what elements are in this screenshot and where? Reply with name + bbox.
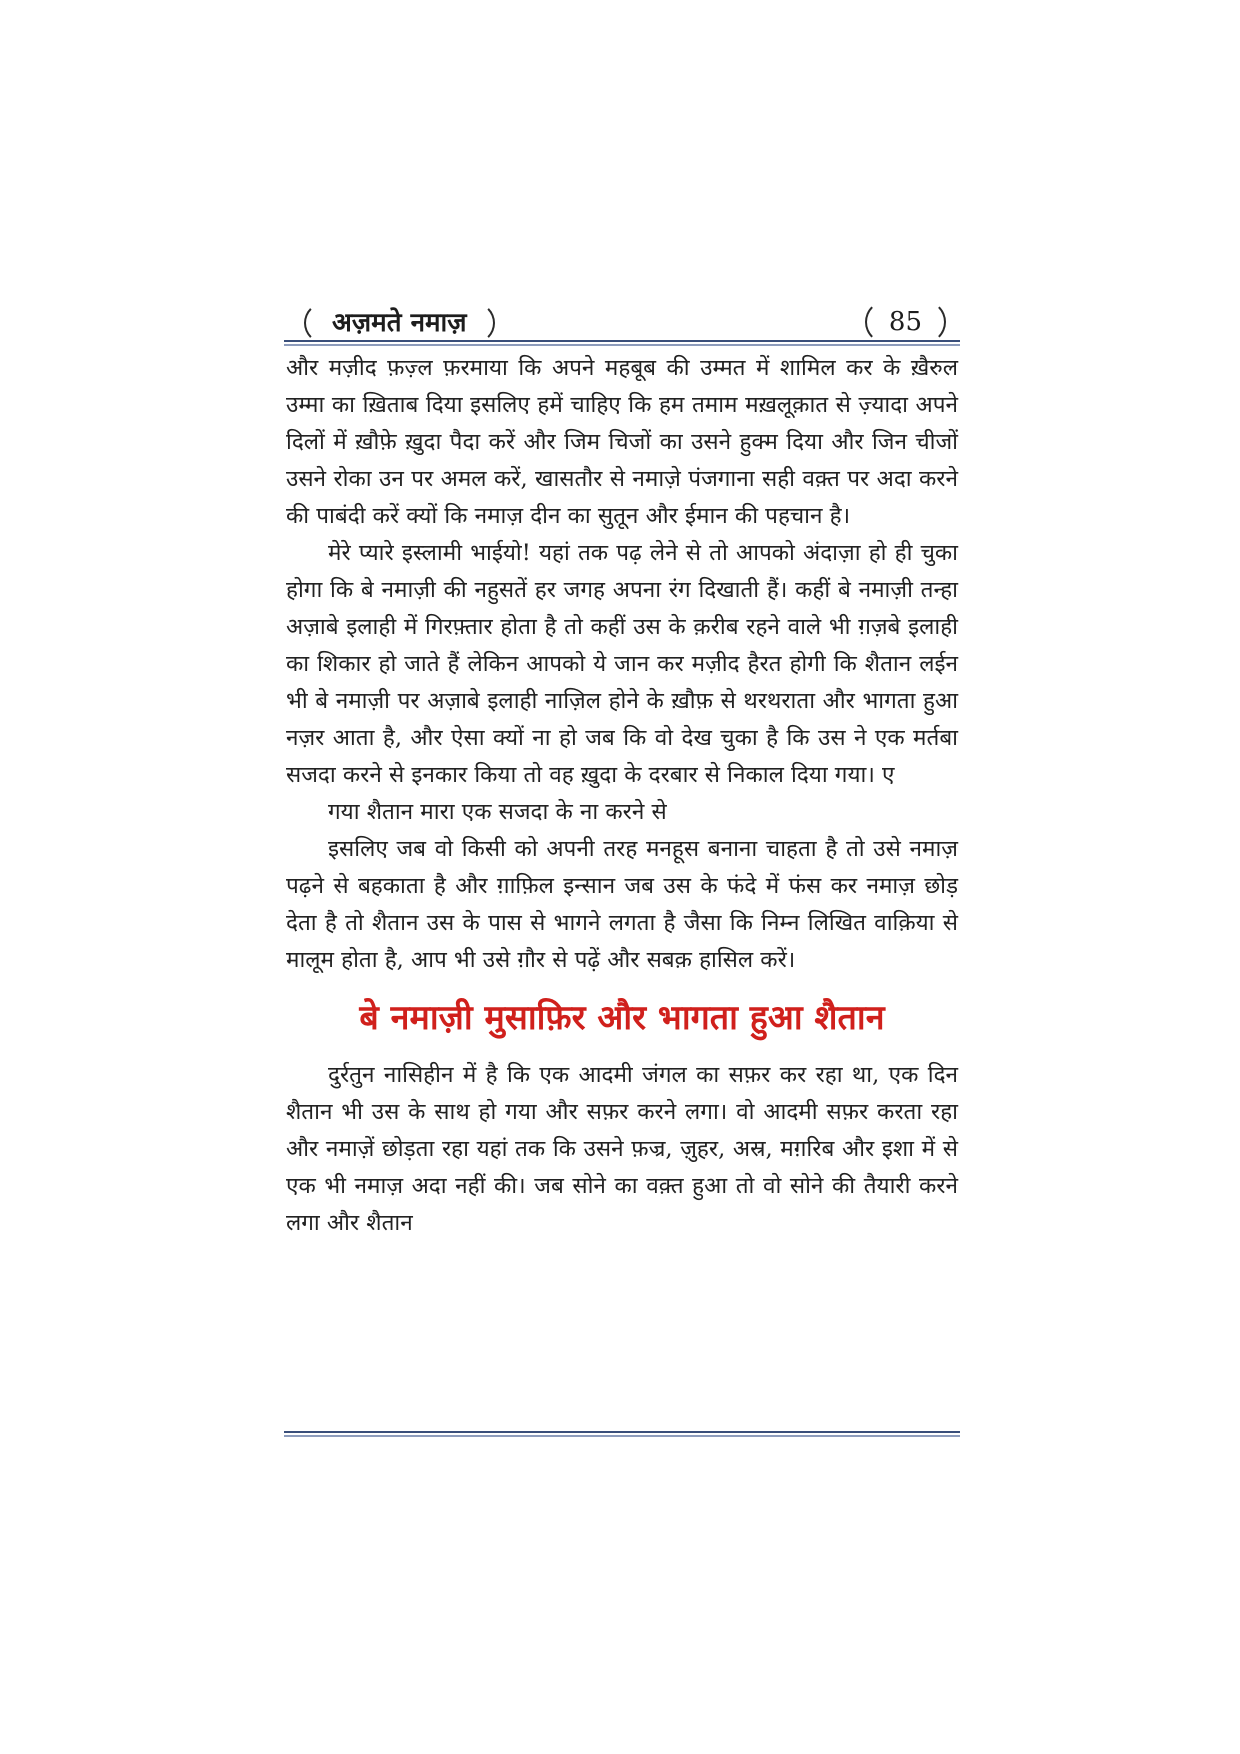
paragraph: इसलिए जब वो किसी को अपनी तरह मनहूस बनाना चाहता है तो उसे नमाज़ पढ़ने से बहकाता है और ग़ाफ़िल इन्सान जब उस के फंदे में फंस कर नमाज़ छोड़ देता है तो शैतान उस के पास से भागने लगता है जैसा कि निम्न लिखित वाक़िया से मालूम होता है, आप भी उसे ग़ौर से पढ़ें और सबक़ हासिल करें। [286, 836, 958, 973]
section-heading: बे नमाज़ी मुसाफ़िर और भागता हुआ शैतान [359, 998, 885, 1038]
paragraph: और मज़ीद फ़ज़्ल फ़रमाया कि अपने महबूब की उम्मत में शामिल कर के ख़ैरुल उम्मा का ख़िताब दिया इसलिए हमें चाहिए कि हम तमाम मख़लूक़ात से ज़्यादा अपने दिलों में ख़ौफ़े ख़ुदा पैदा करें और जिम चिजों का उसने हुक्म दिया और जिन चीजों उसने रोका उन पर अमल करें, खासतौर से नमाज़े पंजगाना सही वक़्त पर अदा करने की पाबंदी करें क्यों कि नमाज़ दीन का सुतून और ईमान की पहचान है। [286, 355, 958, 529]
page-number: 85 [865, 300, 946, 344]
verse-line: गया शैतान मारा एक सजदा के ना करने से [328, 799, 667, 825]
paragraph: मेरे प्यारे इस्लामी भाईयो! यहां तक पढ़ लेने से तो आपको अंदाज़ा हो ही चुका होगा कि बे नमाज़ी की नहुसतें हर जगह अपना रंग दिखाती हैं। कहीं बे नमाज़ी तन्हा अज़ाबे इलाही में गिरफ़्तार होता है तो कहीं उस के क़रीब रहने वाले भी ग़ज़बे इलाही का शिकार हो जाते हैं लेकिन आपको ये जान कर मज़ीद हैरत होगी कि शैतान लईन भी बे नमाज़ी पर अज़ाबे इलाही नाज़िल होने के ख़ौफ़ से थरथराता और भागता हुआ नज़र आता है, और ऐसा क्यों ना हो जब कि वो देख चुका है कि उस ने एक मर्तबा सजदा करने से इनकार किया तो वह ख़ुदा के दरबार से निकाल दिया गया। ए [286, 540, 958, 788]
paragraph: दुर्रतुन नासिहीन में है कि एक आदमी जंगल का सफ़र कर रहा था, एक दिन शैतान भी उस के साथ हो गया और सफ़र करने लगा। वो आदमी सफ़र करता रहा और नमाज़ें छोड़ता रहा यहां तक कि उसने फ़ज्र, ज़ुहर, अस्र, मग़रिब और इशा में से एक भी नमाज़ अदा नहीं की। जब सोने का वक़्त हुआ तो वो सोने की तैयारी करने लगा और शैतान [286, 1062, 958, 1236]
page-body [286, 350, 958, 1242]
footer-divider [284, 1431, 960, 1437]
header-divider [284, 340, 960, 346]
book-title: अज़मते नमाज़ [304, 302, 495, 344]
